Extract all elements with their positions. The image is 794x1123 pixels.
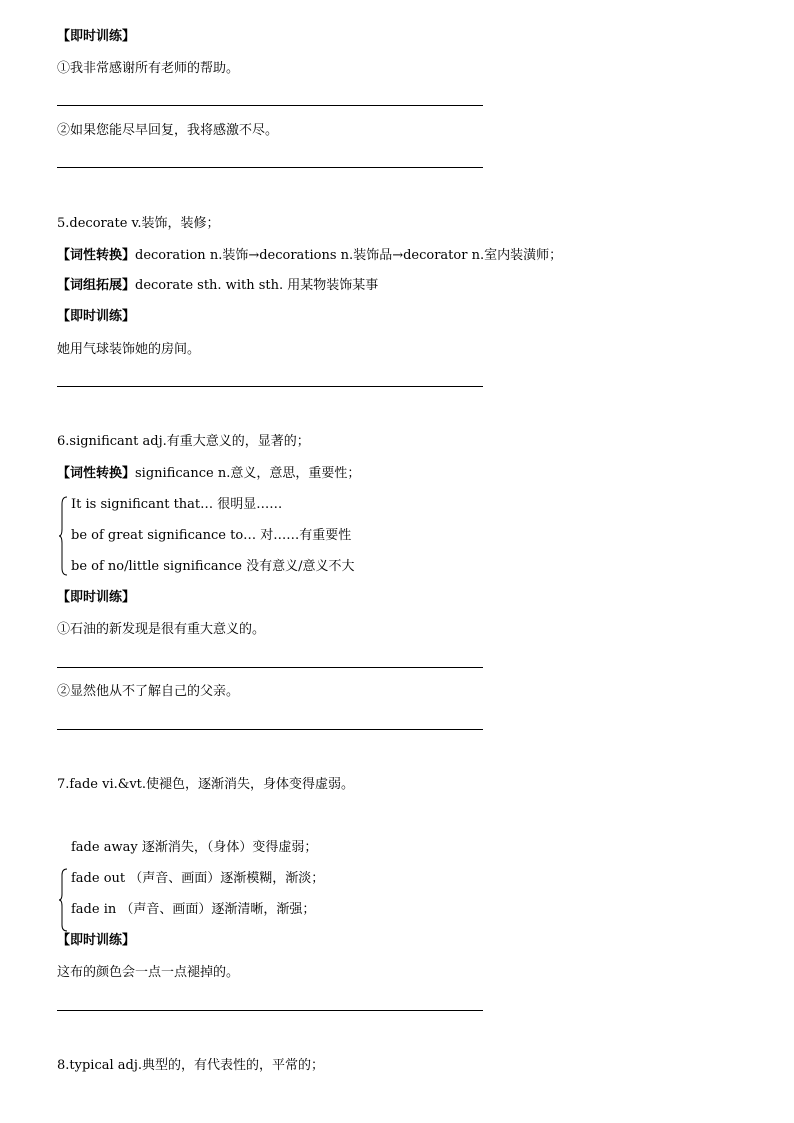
vocab-entry-fade: 7.fade vi.&vt.使褪色，逐渐消失，身体变得虚弱。 — [57, 777, 355, 792]
vocab-entry-decorate: 5.decorate v.装饰，装修； — [57, 216, 220, 231]
brace-icon — [58, 496, 68, 576]
answer-line[interactable] — [57, 167, 483, 168]
tag-text: decorate sth. with sth. 用某物装饰某事 — [135, 278, 379, 293]
section-heading-practice: 【即时训练】 — [57, 933, 136, 948]
answer-line[interactable] — [57, 386, 483, 387]
tag-text: decoration n.装饰→decorations n.装饰品→decorator n.室内装潢师； — [135, 248, 563, 263]
phrase-item: fade away 逐渐消失，（身体）变得虚弱； — [71, 840, 318, 855]
phrase-item: fade in （声音、画面）逐渐清晰，渐强； — [71, 902, 316, 917]
exercise-item-2: ②显然他从不了解自己的父亲。 — [57, 684, 240, 699]
brace-icon — [58, 868, 68, 932]
exercise-item-1: ①石油的新发现是很有重大意义的。 — [57, 622, 266, 637]
section-heading-practice: 【即时训练】 — [57, 309, 136, 324]
word-form-line — [57, 248, 562, 264]
tag-label: 【词组拓展】 — [57, 278, 136, 293]
tag-label: 【词性转换】 — [57, 248, 136, 263]
answer-line[interactable] — [57, 105, 483, 106]
section-heading-practice: 【即时训练】 — [57, 590, 136, 605]
exercise-item: 这布的颜色会一点一点褪掉的。 — [57, 965, 240, 980]
phrase-item: fade out （声音、画面）逐渐模糊，渐淡； — [71, 871, 325, 886]
word-form-line — [57, 466, 360, 482]
phrase-extension-line — [57, 278, 378, 294]
answer-line[interactable] — [57, 729, 483, 730]
section-heading-practice: 【即时训练】 — [57, 29, 136, 44]
exercise-item-2: ②如果您能尽早回复，我将感激不尽。 — [57, 123, 279, 138]
answer-line[interactable] — [57, 667, 483, 668]
phrase-item: be of no/little significance 没有意义/意义不大 — [71, 559, 355, 574]
exercise-item-1: ①我非常感谢所有老师的帮助。 — [57, 61, 240, 76]
tag-label: 【词性转换】 — [57, 466, 136, 481]
vocab-entry-significant: 6.significant adj.有重大意义的，显著的； — [57, 434, 310, 449]
tag-text: significance n.意义，意思，重要性； — [135, 466, 361, 481]
answer-line[interactable] — [57, 1010, 483, 1011]
vocab-entry-typical: 8.typical adj.典型的，有代表性的，平常的； — [57, 1058, 325, 1073]
exercise-item: 她用气球装饰她的房间。 — [57, 342, 201, 357]
phrase-item: be of great significance to… 对……有重要性 — [71, 528, 352, 543]
phrase-item: It is significant that… 很明显…… — [71, 497, 283, 512]
